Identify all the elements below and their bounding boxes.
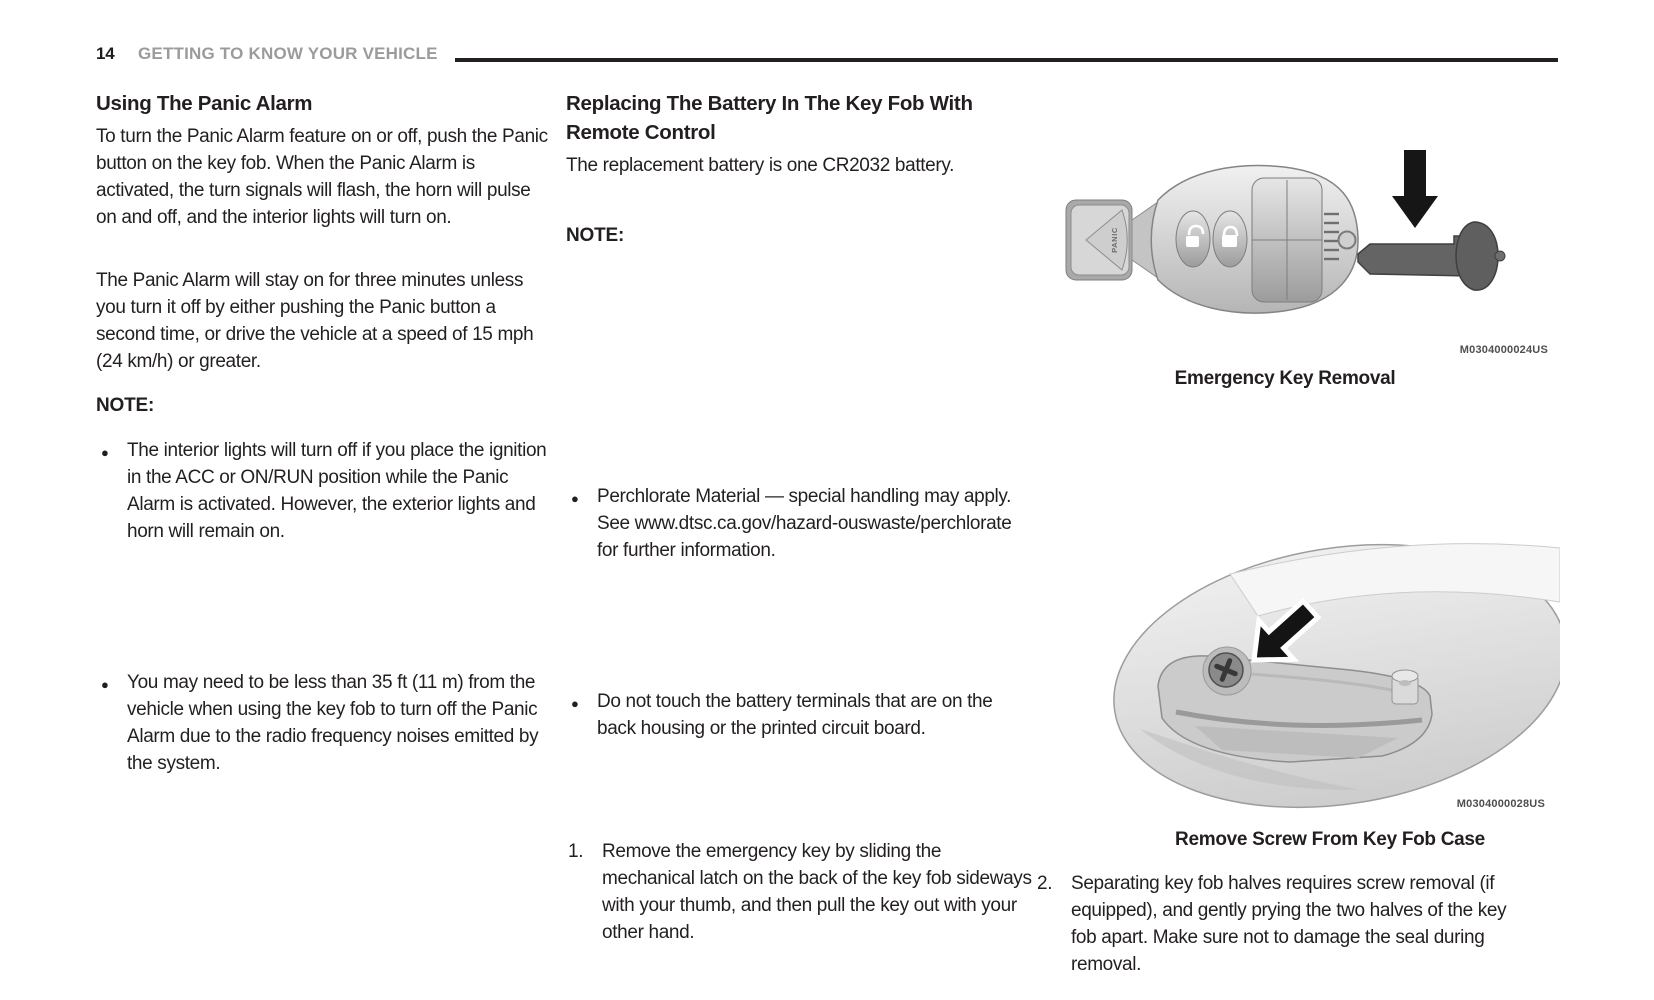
paragraph: The replacement battery is one CR2032 battery. bbox=[566, 155, 955, 176]
section-heading-battery-replacement: Replacing The Battery In The Key Fob With Remote Control bbox=[566, 92, 973, 144]
step-text: Separating key fob halves requires screw removal (if equipped), and gently prying the two halves of the key fob apart. Make sure not to damage the seal during removal. bbox=[1071, 873, 1507, 975]
screw-icon bbox=[1203, 647, 1251, 695]
step-number: 1. bbox=[568, 841, 584, 862]
paragraph: To turn the Panic Alarm feature on or off, push the Panic button on the key fob. When the Panic Alarm is activated, the turn signals will flash, the horn will pulse on and off, and the interior lights will turn on. bbox=[96, 126, 548, 228]
latch-post bbox=[1392, 670, 1418, 704]
down-arrow-icon bbox=[1392, 150, 1438, 228]
chapter-title: GETTING TO KNOW YOUR VEHICLE bbox=[138, 44, 438, 63]
emergency-key-illustration bbox=[1358, 222, 1505, 290]
note-label: NOTE: bbox=[566, 225, 625, 246]
figure-code: M0304000028US bbox=[1456, 798, 1545, 810]
figure-caption: Emergency Key Removal bbox=[1174, 368, 1396, 389]
list-item: ● The interior lights will turn off if you place the ignition in the ACC or ON/RUN position while the Panic Alarm is activated. However, the exterior lights and horn will remain on. bbox=[96, 437, 558, 545]
list-item: ● You may need to be less than 35 ft (11 m) from the vehicle when using the key fob to turn off the Panic Alarm due to the radio frequency noises emitted by the system. bbox=[96, 669, 558, 777]
key-fob-illustration bbox=[1066, 166, 1358, 314]
list-item: ● Perchlorate Material — special handling may apply. See www.dtsc.ca.gov/hazard-ouswaste/perchlorate for further information. bbox=[566, 483, 1028, 564]
note-label: NOTE: bbox=[96, 395, 155, 416]
paragraph: The Panic Alarm will stay on for three minutes unless you turn it off by either pushing the Panic button a second time, or drive the vehicle at a speed of 15 mph (24 km/h) or greater. bbox=[96, 270, 534, 372]
panic-button-label: PANIC bbox=[1110, 227, 1119, 253]
numbered-step bbox=[566, 838, 1032, 946]
header-rule bbox=[455, 58, 1558, 62]
remove-screw-figure bbox=[1100, 524, 1560, 812]
list-item: ● Do not touch the battery terminals that are on the back housing or the printed circuit board. bbox=[566, 688, 1028, 742]
section-heading-panic-alarm: Using The Panic Alarm bbox=[96, 92, 313, 115]
page-number: 14 bbox=[96, 44, 115, 63]
key-fob-case-illustration bbox=[1100, 524, 1560, 812]
step-text: Remove the emergency key by sliding the mechanical latch on the back of the key fob sideways with your thumb, and then pull the key out with your other hand. bbox=[602, 841, 1032, 943]
emergency-key-removal-figure bbox=[1058, 136, 1510, 342]
lock-button bbox=[1213, 211, 1247, 267]
unlock-button bbox=[1176, 211, 1210, 267]
figure-code: M0304000024US bbox=[1459, 344, 1548, 356]
figure-caption: Remove Screw From Key Fob Case bbox=[1175, 829, 1485, 850]
numbered-step bbox=[1035, 870, 1507, 978]
step-number: 2. bbox=[1037, 873, 1053, 894]
